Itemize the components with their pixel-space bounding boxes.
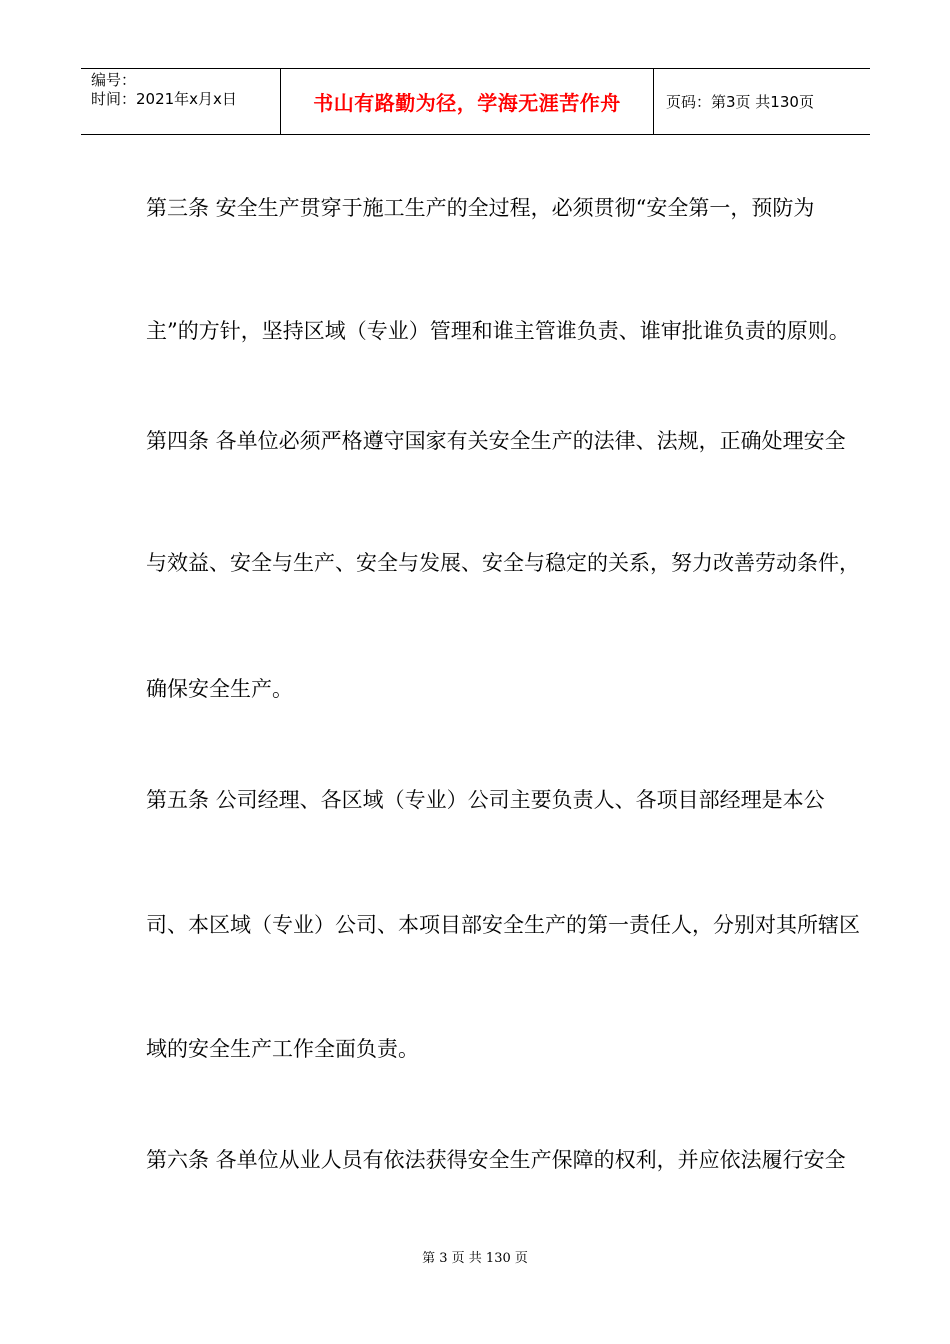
- body-line: 第五条 公司经理、各区域（专业）公司主要负责人、各项目部经理是本公: [146, 788, 825, 812]
- body-line: 第六条 各单位从业人员有依法获得安全生产保障的权利，并应依法履行安全: [146, 1148, 846, 1172]
- body-line: 第三条 安全生产贯穿于施工生产的全过程，必须贯彻“安全第一，预防为: [146, 196, 815, 220]
- body-line: 确保安全生产。: [146, 677, 293, 701]
- body-line: 域的安全生产工作全面负责。: [146, 1037, 419, 1061]
- page-header: [81, 68, 870, 135]
- body-line: 司、本区域（专业）公司、本项目部安全生产的第一责任人，分别对其所辖区: [146, 913, 860, 937]
- header-meta: [81, 69, 281, 134]
- header-motto: 书山有路勤为径，学海无涯苦作舟: [281, 69, 654, 134]
- body-line: 第四条 各单位必须严格遵守国家有关安全生产的法律、法规，正确处理安全: [146, 429, 846, 453]
- page-footer: 第 3 页 共 130 页: [422, 1251, 528, 1266]
- body-line: 主”的方针，坚持区域（专业）管理和谁主管谁负责、谁审批谁负责的原则。: [146, 319, 850, 343]
- document-date: 时间：2021年x月x日: [91, 90, 237, 108]
- document-number-label: 编号：: [91, 71, 137, 89]
- body-line: 与效益、安全与生产、安全与发展、安全与稳定的关系，努力改善劳动条件，: [146, 551, 860, 575]
- header-page-info: 页码：第3页 共130页: [666, 93, 814, 111]
